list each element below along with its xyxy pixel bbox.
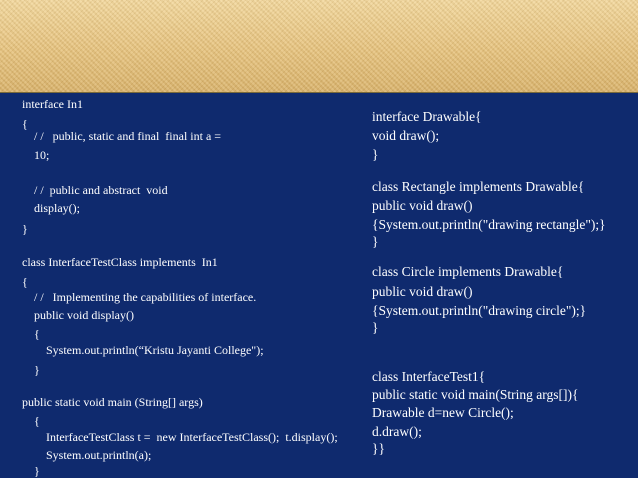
code-line: / / public and abstract void — [22, 183, 168, 197]
code-line: interface In1 — [22, 97, 83, 111]
code-line: 10; — [22, 148, 50, 162]
code-line: public void draw() — [372, 284, 473, 299]
code-line: / / public, static and final final int a = — [22, 129, 222, 143]
code-line: display(); — [22, 201, 80, 215]
code-line: public static void main (String[] args) — [22, 395, 203, 409]
code-line: class Rectangle implements Drawable{ — [372, 179, 585, 194]
code-line: {System.out.println("drawing circle");} — [372, 303, 587, 318]
code-line: } — [372, 234, 379, 249]
code-line: InterfaceTestClass t = new InterfaceTestClass(); t.display(); — [22, 430, 338, 444]
code-line: }} — [372, 441, 385, 456]
code-line: { — [22, 117, 28, 131]
code-line: { — [22, 275, 28, 289]
code-line: } — [372, 320, 379, 335]
code-line: { — [22, 327, 40, 341]
code-line: } — [372, 147, 379, 162]
code-line: public void draw() — [372, 198, 473, 213]
code-line: } — [22, 464, 40, 478]
code-line: / / Implementing the capabilities of interface. — [22, 290, 257, 304]
code-line: interface Drawable{ — [372, 109, 482, 124]
code-line: class Circle implements Drawable{ — [372, 264, 564, 279]
code-line: } — [22, 363, 40, 377]
code-line: void draw(); — [372, 128, 440, 143]
code-line: public void display() — [22, 308, 134, 322]
code-line: } — [22, 222, 28, 236]
code-line: System.out.println(“Kristu Jayanti College"); — [22, 343, 264, 357]
slide-body — [0, 93, 638, 478]
code-line: { — [22, 414, 40, 428]
title-banner — [0, 0, 638, 92]
code-line: Drawable d=new Circle(); — [372, 405, 514, 420]
code-line: public static void main(String args[]){ — [372, 387, 579, 402]
code-line: {System.out.println("drawing rectangle");} — [372, 217, 606, 232]
code-line: d.draw(); — [372, 424, 422, 439]
code-line: class InterfaceTestClass implements In1 — [22, 255, 218, 269]
code-line: System.out.println(a); — [22, 448, 152, 462]
code-line: class InterfaceTest1{ — [372, 369, 486, 384]
